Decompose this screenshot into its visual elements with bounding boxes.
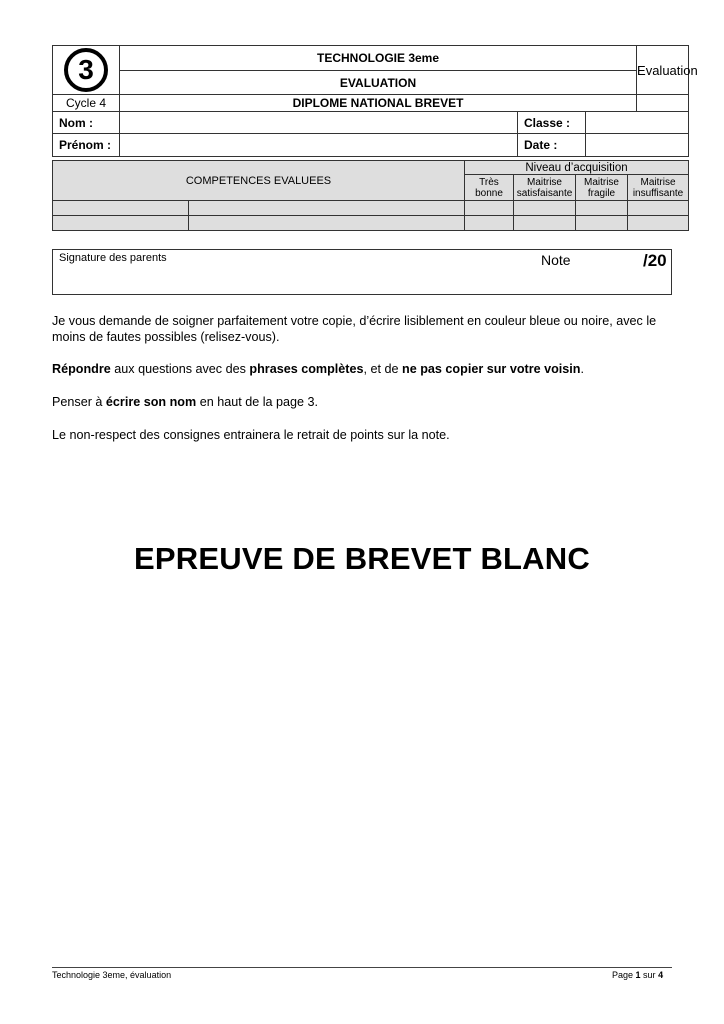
empty-cell [637,95,689,112]
note-value: /20 [643,251,667,270]
signature-box[interactable] [52,249,672,295]
date-field[interactable] [586,134,689,157]
competence-cell [189,216,465,231]
firstname-label: Prénom : [53,134,120,157]
level-cell[interactable] [628,216,689,231]
subject-title: TECHNOLOGIE 3eme [120,46,637,71]
instruction-paragraph-1: Je vous demande de soigner parfaitement votre copie, d’écrire lisiblement en couleur bleue ou noire, avec le moins de fautes possibles (relisez-vous). [52,314,657,344]
level-insuffisante: Maitrise insuffisante [628,175,689,201]
name-field[interactable] [120,112,518,134]
competence-cell [189,201,465,216]
cycle-label: Cycle 4 [53,95,120,112]
level-title: Niveau d’acquisition [465,161,689,175]
class-field[interactable] [586,112,689,134]
evaluation-title: EVALUATION [120,71,637,95]
instruction-paragraph-2: Répondre aux questions avec des phrases complètes, et de ne pas copier sur votre voisin. [52,362,585,376]
level-cell[interactable] [465,201,514,216]
competence-cell [53,201,189,216]
page-number: Page 1 sur 4 [612,970,664,980]
cycle-number-badge [64,48,108,92]
footer-divider [52,967,672,968]
competences-header: COMPETENCES EVALUEES [53,161,465,201]
level-cell[interactable] [514,201,576,216]
signature-label: Signature des parents [59,252,167,264]
level-satisfaisante: Maitrise satisfaisante [514,175,576,201]
cycle-logo [53,46,120,95]
level-cell[interactable] [628,201,689,216]
firstname-field[interactable] [120,134,518,157]
instruction-paragraph-4: Le non-respect des consignes entrainera le retrait de points sur la note. [52,428,450,442]
level-cell[interactable] [465,216,514,231]
header-table [52,45,698,157]
competences-table [52,160,689,231]
level-cell[interactable] [576,216,628,231]
competence-row [53,216,689,231]
date-label: Date : [518,134,586,157]
competence-row [53,201,689,216]
instruction-paragraph-3: Penser à écrire son nom en haut de la page 3. [52,395,319,409]
level-tres-bonne: Très bonne [465,175,514,201]
level-cell[interactable] [514,216,576,231]
competence-cell [53,216,189,231]
main-title: EPREUVE DE BREVET BLANC [134,541,590,576]
footer-title: Technologie 3eme, évaluation [52,970,172,980]
class-label: Classe : [518,112,586,134]
diploma-title: DIPLOME NATIONAL BREVET [120,95,637,112]
name-label: Nom : [53,112,120,134]
level-cell[interactable] [576,201,628,216]
evaluation-label: Evaluation [637,46,689,95]
level-fragile: Maitrise fragile [576,175,628,201]
note-label: Note [541,252,571,268]
cycle-number: 3 [78,54,94,85]
